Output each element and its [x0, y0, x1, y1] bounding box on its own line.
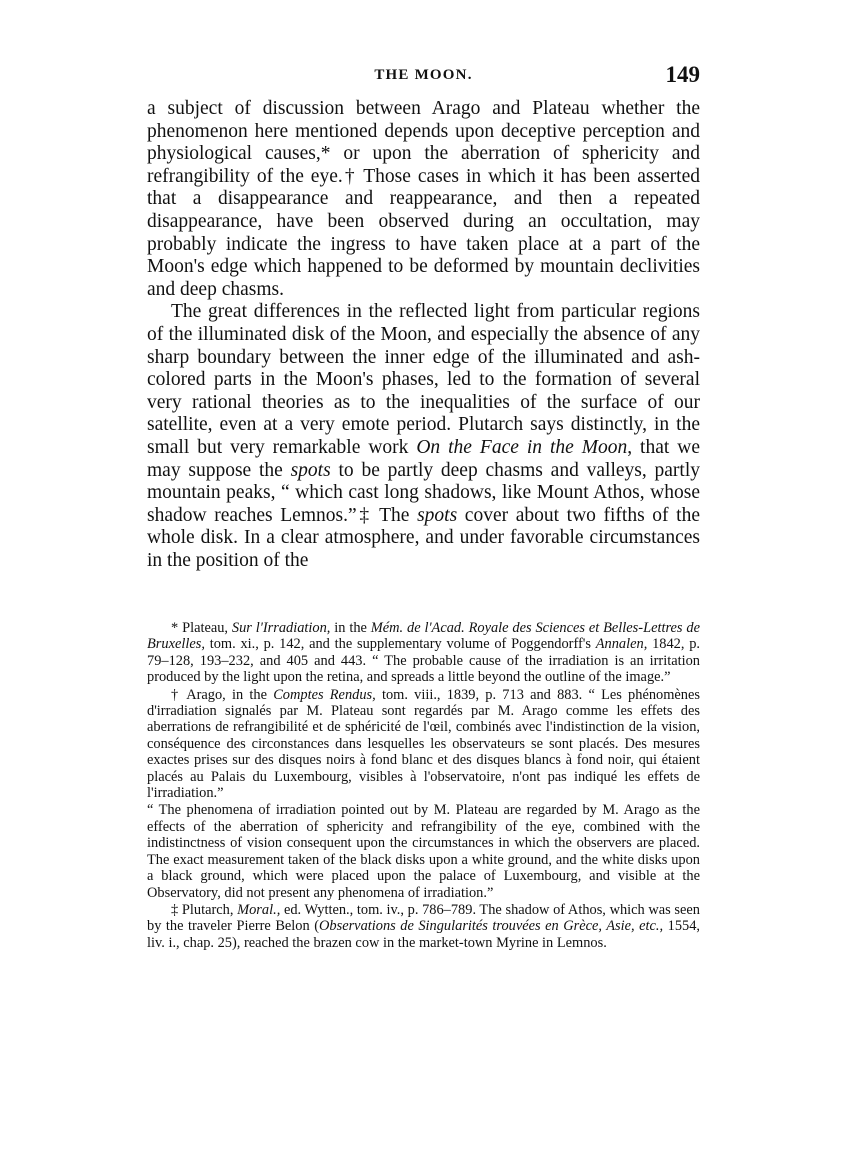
paragraph-2-text-e: to be partly deep chasms and valleys, partly mountain peaks, “ which cast long shadows, like Mount Athos, whose shadow reaches Lemnos.”‡ The	[147, 459, 700, 526]
footnote-3-c: ed. Wytten., tom. iv., p. 786–789. The shadow of Athos, which was seen by the traveler Pierre Belon (	[147, 901, 700, 935]
footnote-1-g: 1842, p. 79–128, 193–232, and 405 and 443. “ The probable cause of the irradiation is an irritation produced by the light upon the retina, and spreads a little beyond the outline of the image.”	[147, 636, 700, 686]
footnote-2-c: tom. viii., 1839, p. 713 and 883. “ Les phénomènes d'irradiation signalés par M. Plateau sont regardés par M. Arago comme les effets des aberrations de refrangibilité et de sphéricité de l'œil, combinés avec l'indistinction de la vision, conséquence des circonstances dans lesquelles les observateurs se sont placés. Des mesures exactes prises sur des disques noirs à fond blanc et des disques blancs à fond noir, qui étaient placés au Palais du Luxembourg, visibles à l'observatoire, n'ont pas indiqué les effets de l'irradiation.”	[147, 686, 700, 802]
footnote-2	[147, 687, 700, 802]
footnote-2-a: † Arago, in the	[171, 686, 274, 703]
footnotes	[147, 620, 700, 952]
paragraph-2	[147, 301, 700, 572]
footnote-2-translation: “ The phenomena of irradiation pointed out by M. Plateau are regarded by M. Arago as the effects of the aberration of sphericity and refrangibility of the eye, combined with the indistinctness of vision consequent upon the circumstances in which the observers are placed. The exact measurement taken of the black disks upon a white ground, and the white disks upon a black ground, which were placed upon the palace of Luxembourg, and visible at the Observatory, did not present any phenomena of irradiation.”	[147, 802, 700, 901]
footnote-3-a: ‡ Plutarch,	[171, 901, 238, 918]
footnote-3	[147, 902, 700, 951]
footnote-1-b: Sur l'Irradiation,	[231, 620, 331, 636]
footnote-1-c: in the	[330, 620, 371, 636]
footnote-1	[147, 620, 700, 686]
body-text	[147, 98, 700, 572]
running-title: THE MOON.	[374, 67, 473, 83]
footnote-3-d: Observations de Singularités trouvées en Grèce, Asie, etc.,	[319, 918, 664, 935]
page-number: 149	[665, 62, 700, 87]
paragraph-2-text-c: , that we may suppose the	[147, 436, 700, 481]
paragraph-2-text-g: cover about two fifths of the whole disk. In a clear atmosphere, and under favorable circumstances in the position of the	[147, 504, 700, 571]
spots-italic-2: spots	[417, 504, 458, 526]
work-title-italic: On the Face in the Moon	[416, 436, 628, 458]
footnote-1-a: * Plateau,	[171, 620, 232, 636]
paragraph-2-text-a: The great differences in the reflected light from particular regions of the illuminated disk of the Moon, and especially the absence of any sharp boundary between the inner edge of the illuminated and ash-colored parts in the Moon's phases, led to the formation of several very rational theories as to the inequalities of the surface of our satellite, even at a very emote period. Plutarch says distinctly, in the small but very remarkable work	[147, 301, 700, 458]
footnote-3-e: 1554, liv. i., chap. 25), reached the brazen cow in the market-town Myrine in Lemnos.	[147, 918, 700, 951]
page-header	[147, 62, 700, 92]
footnote-2-b: Comptes Rendus,	[273, 686, 376, 703]
footnote-3-b: Moral.,	[237, 901, 281, 918]
footnote-1-d: Mém. de l'Acad. Royale des Sciences et Belles-Lettres de Bruxelles,	[147, 620, 700, 653]
spots-italic: spots	[290, 459, 331, 481]
footnote-1-e: tom. xi., p. 142, and the supplementary volume of Poggendorff's	[204, 636, 596, 653]
footnote-1-f: Annalen,	[595, 636, 648, 653]
paragraph-1: a subject of discussion between Arago and Plateau whether the phenomenon here mentioned depends upon deceptive perception and physiological causes,* or upon the aberration of sphericity and refrangibility of the eye.† Those cases in which it has been asserted that a disappearance and reappearance, and then a repeated disappearance, have been observed during an occultation, may probably indicate the ingress to have taken place at a part of the Moon's edge which happened to be deformed by mountain declivities and deep chasms.	[147, 98, 700, 300]
